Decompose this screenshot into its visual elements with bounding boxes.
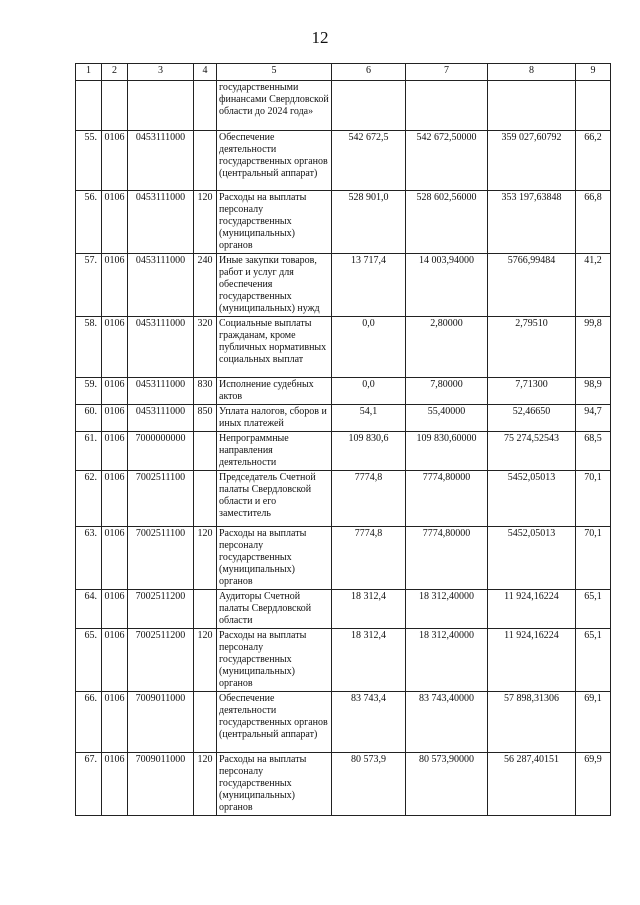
section-code-cell: 0106 xyxy=(102,131,128,191)
target-code-cell: 7002511100 xyxy=(128,527,194,590)
col-header-8: 8 xyxy=(488,64,576,81)
row-number-cell: 57. xyxy=(76,254,102,317)
approved-amount-cell: 80 573,9 xyxy=(332,753,406,816)
section-code-cell: 0106 xyxy=(102,753,128,816)
section-code-cell: 0106 xyxy=(102,432,128,471)
row-number-cell: 56. xyxy=(76,191,102,254)
row-number-cell: 61. xyxy=(76,432,102,471)
expense-type-cell: 120 xyxy=(194,753,217,816)
target-code-cell: 7002511200 xyxy=(128,629,194,692)
section-code-cell: 0106 xyxy=(102,191,128,254)
approved-amount-cell: 18 312,4 xyxy=(332,629,406,692)
row-number-cell: 59. xyxy=(76,378,102,405)
expense-type-cell xyxy=(194,432,217,471)
budget-list-amount-cell: 528 602,56000 xyxy=(406,191,488,254)
executed-amount-cell: 57 898,31306 xyxy=(488,692,576,753)
budget-list-amount-cell: 109 830,60000 xyxy=(406,432,488,471)
budget-list-amount-cell: 7774,80000 xyxy=(406,527,488,590)
approved-amount-cell: 18 312,4 xyxy=(332,590,406,629)
budget-list-amount-cell: 18 312,40000 xyxy=(406,590,488,629)
budget-list-amount-cell: 7,80000 xyxy=(406,378,488,405)
row-number-cell: 62. xyxy=(76,471,102,527)
execution-percent-cell: 66,8 xyxy=(576,191,611,254)
budget-list-amount-cell: 7774,80000 xyxy=(406,471,488,527)
col-header-6: 6 xyxy=(332,64,406,81)
executed-amount-cell: 52,46650 xyxy=(488,405,576,432)
target-code-cell: 7000000000 xyxy=(128,432,194,471)
col-header-9: 9 xyxy=(576,64,611,81)
expense-type-cell xyxy=(194,131,217,191)
execution-percent-cell: 70,1 xyxy=(576,527,611,590)
table-row xyxy=(76,753,611,816)
expense-type-cell xyxy=(194,590,217,629)
table-row xyxy=(76,191,611,254)
expense-type-cell: 850 xyxy=(194,405,217,432)
row-number-cell: 60. xyxy=(76,405,102,432)
budget-table xyxy=(75,63,611,816)
executed-amount-cell: 5452,05013 xyxy=(488,471,576,527)
execution-percent-cell: 70,1 xyxy=(576,471,611,527)
execution-percent-cell: 69,1 xyxy=(576,692,611,753)
row-number-cell: 64. xyxy=(76,590,102,629)
item-name-cell: Расходы на выплаты персоналу государственных (муниципальных) органов xyxy=(217,629,332,692)
budget-list-amount-cell: 14 003,94000 xyxy=(406,254,488,317)
section-code-cell: 0106 xyxy=(102,405,128,432)
table-row xyxy=(76,317,611,378)
row-number-cell: 65. xyxy=(76,629,102,692)
execution-percent-cell: 66,2 xyxy=(576,131,611,191)
table-row xyxy=(76,405,611,432)
executed-amount-cell: 5766,99484 xyxy=(488,254,576,317)
table-row xyxy=(76,378,611,405)
section-code-cell: 0106 xyxy=(102,471,128,527)
expense-type-cell: 120 xyxy=(194,527,217,590)
table-row xyxy=(76,131,611,191)
execution-percent-cell: 94,7 xyxy=(576,405,611,432)
approved-amount-cell: 7774,8 xyxy=(332,527,406,590)
target-code-cell: 7009011000 xyxy=(128,753,194,816)
approved-amount-cell: 542 672,5 xyxy=(332,131,406,191)
section-code-cell: 0106 xyxy=(102,527,128,590)
executed-amount-cell: 7,71300 xyxy=(488,378,576,405)
item-name-cell: Расходы на выплаты персоналу государственных (муниципальных) органов xyxy=(217,191,332,254)
budget-list-amount-cell: 2,80000 xyxy=(406,317,488,378)
executed-amount-cell: 359 027,60792 xyxy=(488,131,576,191)
header-row xyxy=(76,64,611,81)
col-header-4: 4 xyxy=(194,64,217,81)
approved-amount-cell: 0,0 xyxy=(332,317,406,378)
execution-percent-cell: 69,9 xyxy=(576,753,611,816)
execution-percent-cell: 98,9 xyxy=(576,378,611,405)
continuation-row xyxy=(76,81,611,131)
execution-percent-cell: 99,8 xyxy=(576,317,611,378)
item-name-cell: Исполнение судебных актов xyxy=(217,378,332,405)
expense-type-cell: 120 xyxy=(194,629,217,692)
target-code-cell: 0453111000 xyxy=(128,317,194,378)
row-number-cell: 66. xyxy=(76,692,102,753)
section-code-cell: 0106 xyxy=(102,317,128,378)
col-header-7: 7 xyxy=(406,64,488,81)
table-row xyxy=(76,692,611,753)
execution-percent-cell: 68,5 xyxy=(576,432,611,471)
target-code-cell: 7009011000 xyxy=(128,692,194,753)
approved-amount-cell: 528 901,0 xyxy=(332,191,406,254)
expense-type-cell: 320 xyxy=(194,317,217,378)
item-name-cell: Социальные выплаты гражданам, кроме публичных нормативных социальных выплат xyxy=(217,317,332,378)
item-name-cell: Расходы на выплаты персоналу государственных (муниципальных) органов xyxy=(217,753,332,816)
section-code-cell: 0106 xyxy=(102,378,128,405)
col-header-2: 2 xyxy=(102,64,128,81)
item-name-cell: Обеспечение деятельности государственных органов (центральный аппарат) xyxy=(217,131,332,191)
table-row xyxy=(76,432,611,471)
approved-amount-cell: 7774,8 xyxy=(332,471,406,527)
expense-type-cell xyxy=(194,471,217,527)
budget-list-amount-cell: 83 743,40000 xyxy=(406,692,488,753)
item-name-cell: Непрограммные направления деятельности xyxy=(217,432,332,471)
target-code-cell: 0453111000 xyxy=(128,191,194,254)
executed-amount-cell: 56 287,40151 xyxy=(488,753,576,816)
item-name-cell: Расходы на выплаты персоналу государственных (муниципальных) органов xyxy=(217,527,332,590)
target-code-cell: 0453111000 xyxy=(128,131,194,191)
item-name-cell: Иные закупки товаров, работ и услуг для обеспечения государственных (муниципальных) нужд xyxy=(217,254,332,317)
executed-amount-cell: 75 274,52543 xyxy=(488,432,576,471)
approved-amount-cell: 13 717,4 xyxy=(332,254,406,317)
executed-amount-cell: 5452,05013 xyxy=(488,527,576,590)
target-code-cell: 0453111000 xyxy=(128,405,194,432)
table-row xyxy=(76,590,611,629)
executed-amount-cell: 353 197,63848 xyxy=(488,191,576,254)
executed-amount-cell: 11 924,16224 xyxy=(488,629,576,692)
execution-percent-cell: 65,1 xyxy=(576,590,611,629)
table-row xyxy=(76,629,611,692)
section-code-cell: 0106 xyxy=(102,590,128,629)
section-code-cell: 0106 xyxy=(102,692,128,753)
table-row xyxy=(76,471,611,527)
budget-list-amount-cell: 80 573,90000 xyxy=(406,753,488,816)
target-code-cell: 7002511200 xyxy=(128,590,194,629)
row-number-cell: 58. xyxy=(76,317,102,378)
budget-list-amount-cell: 55,40000 xyxy=(406,405,488,432)
target-code-cell: 0453111000 xyxy=(128,254,194,317)
section-code-cell: 0106 xyxy=(102,254,128,317)
item-name-cell: Уплата налогов, сборов и иных платежей xyxy=(217,405,332,432)
row-number-cell: 55. xyxy=(76,131,102,191)
col-header-1: 1 xyxy=(76,64,102,81)
section-code-cell: 0106 xyxy=(102,629,128,692)
table-row xyxy=(76,527,611,590)
budget-list-amount-cell: 542 672,50000 xyxy=(406,131,488,191)
expense-type-cell: 830 xyxy=(194,378,217,405)
item-name-cell: Председатель Счетной палаты Свердловской области и его заместитель xyxy=(217,471,332,527)
page-number: 12 xyxy=(311,28,329,47)
table-row xyxy=(76,254,611,317)
approved-amount-cell: 54,1 xyxy=(332,405,406,432)
expense-type-cell xyxy=(194,692,217,753)
row-number-cell: 67. xyxy=(76,753,102,816)
expense-type-cell: 240 xyxy=(194,254,217,317)
executed-amount-cell: 2,79510 xyxy=(488,317,576,378)
execution-percent-cell: 41,2 xyxy=(576,254,611,317)
execution-percent-cell: 65,1 xyxy=(576,629,611,692)
approved-amount-cell: 83 743,4 xyxy=(332,692,406,753)
target-code-cell: 0453111000 xyxy=(128,378,194,405)
approved-amount-cell: 0,0 xyxy=(332,378,406,405)
item-name-cell: Аудиторы Счетной палаты Свердловской области xyxy=(217,590,332,629)
continuation-name-cell: государственными финансами Свердловской области до 2024 года» xyxy=(217,81,332,131)
approved-amount-cell: 109 830,6 xyxy=(332,432,406,471)
executed-amount-cell: 11 924,16224 xyxy=(488,590,576,629)
col-header-5: 5 xyxy=(217,64,332,81)
item-name-cell: Обеспечение деятельности государственных органов (центральный аппарат) xyxy=(217,692,332,753)
target-code-cell: 7002511100 xyxy=(128,471,194,527)
expense-type-cell: 120 xyxy=(194,191,217,254)
budget-list-amount-cell: 18 312,40000 xyxy=(406,629,488,692)
col-header-3: 3 xyxy=(128,64,194,81)
row-number-cell: 63. xyxy=(76,527,102,590)
